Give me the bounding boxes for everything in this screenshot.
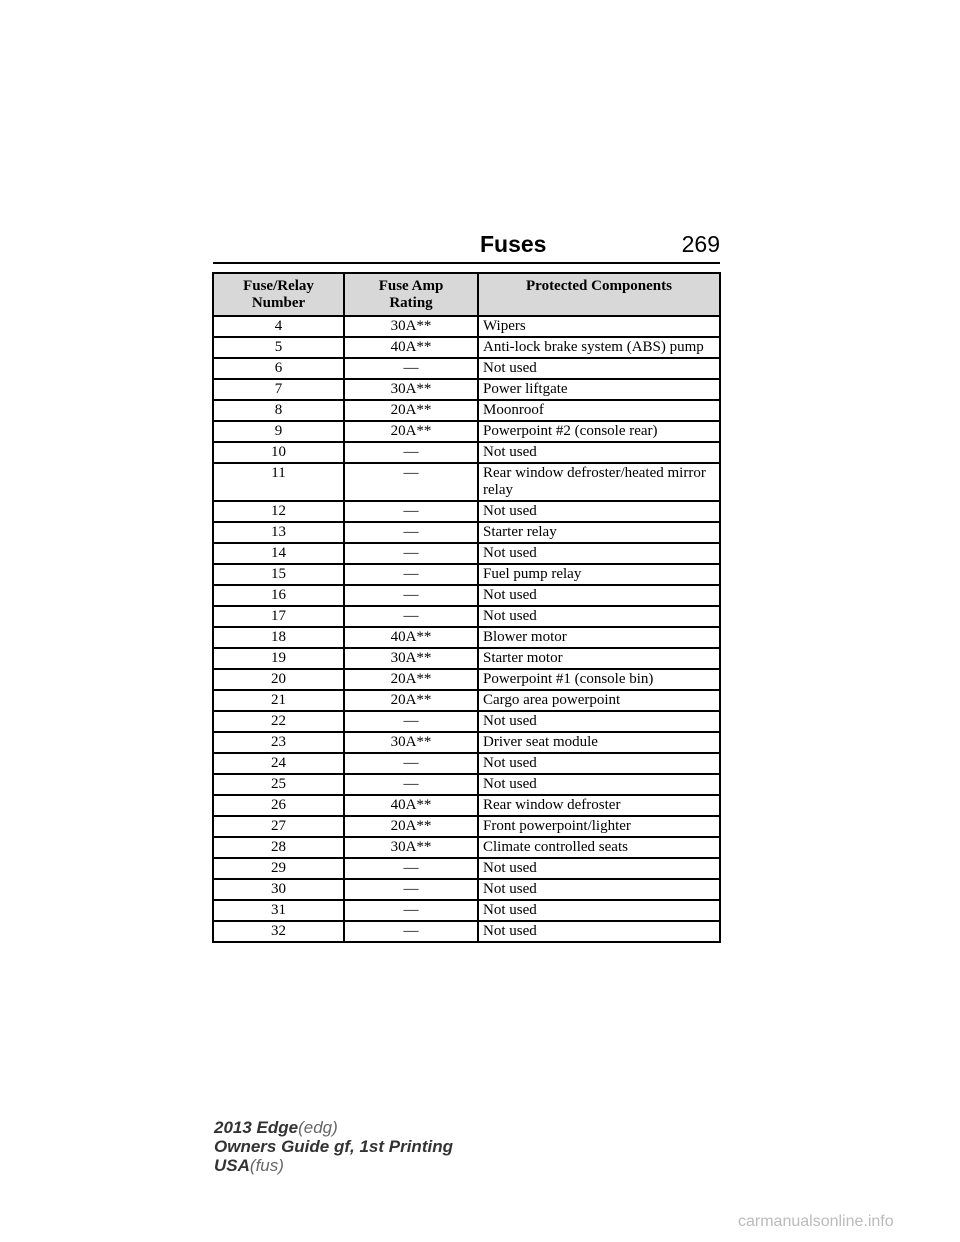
protected-component-cell: Powerpoint #2 (console rear): [478, 421, 720, 442]
table-row: [213, 316, 720, 337]
page-number: 269: [681, 231, 720, 257]
amp-rating-cell: —: [344, 564, 478, 585]
table-row: [213, 921, 720, 942]
table-row: [213, 606, 720, 627]
table-row: [213, 564, 720, 585]
document-footer: [214, 1118, 453, 1175]
column-header-amp-rating: Fuse Amp Rating: [344, 273, 478, 316]
table-row: [213, 442, 720, 463]
amp-rating-cell: 30A**: [344, 316, 478, 337]
fuse-number-cell: 31: [213, 900, 344, 921]
amp-rating-cell: 20A**: [344, 669, 478, 690]
fuse-number-cell: 29: [213, 858, 344, 879]
protected-component-cell: Not used: [478, 442, 720, 463]
protected-component-cell: Cargo area powerpoint: [478, 690, 720, 711]
fuse-number-cell: 19: [213, 648, 344, 669]
footer-market-code: (fus): [249, 1156, 284, 1175]
fuse-number-cell: 9: [213, 421, 344, 442]
amp-rating-cell: 30A**: [344, 732, 478, 753]
protected-component-cell: Powerpoint #1 (console bin): [478, 669, 720, 690]
protected-component-cell: Not used: [478, 711, 720, 732]
fuse-number-cell: 13: [213, 522, 344, 543]
protected-component-cell: Anti-lock brake system (ABS) pump: [478, 337, 720, 358]
protected-component-cell: Not used: [478, 606, 720, 627]
fuse-number-cell: 12: [213, 501, 344, 522]
amp-rating-cell: —: [344, 711, 478, 732]
amp-rating-cell: —: [344, 753, 478, 774]
amp-rating-cell: 20A**: [344, 690, 478, 711]
protected-component-cell: Climate controlled seats: [478, 837, 720, 858]
fuse-number-cell: 21: [213, 690, 344, 711]
amp-rating-cell: 20A**: [344, 816, 478, 837]
table-row: [213, 879, 720, 900]
fuse-number-cell: 16: [213, 585, 344, 606]
amp-rating-cell: 30A**: [344, 648, 478, 669]
fuse-number-cell: 30: [213, 879, 344, 900]
amp-rating-cell: —: [344, 585, 478, 606]
fuse-number-cell: 15: [213, 564, 344, 585]
amp-rating-cell: 40A**: [344, 337, 478, 358]
footer-model-code: (edg): [298, 1118, 338, 1137]
protected-component-cell: Fuel pump relay: [478, 564, 720, 585]
protected-component-cell: Wipers: [478, 316, 720, 337]
table-row: [213, 732, 720, 753]
section-title: Fuses: [480, 231, 547, 257]
table-row: [213, 463, 720, 501]
table-row: [213, 648, 720, 669]
fuse-number-cell: 10: [213, 442, 344, 463]
fuse-number-cell: 14: [213, 543, 344, 564]
protected-component-cell: Not used: [478, 921, 720, 942]
header-rule: [213, 228, 720, 264]
fuse-number-cell: 22: [213, 711, 344, 732]
protected-component-cell: Starter relay: [478, 522, 720, 543]
protected-component-cell: Not used: [478, 585, 720, 606]
table-row: [213, 379, 720, 400]
amp-rating-cell: 20A**: [344, 400, 478, 421]
amp-rating-cell: 40A**: [344, 795, 478, 816]
fuse-number-cell: 4: [213, 316, 344, 337]
fuse-number-cell: 11: [213, 463, 344, 501]
protected-component-cell: Not used: [478, 774, 720, 795]
amp-rating-cell: —: [344, 921, 478, 942]
fuse-number-cell: 23: [213, 732, 344, 753]
table-row: [213, 358, 720, 379]
table-row: [213, 858, 720, 879]
amp-rating-cell: —: [344, 606, 478, 627]
footer-model: 2013 Edge: [214, 1118, 299, 1137]
column-header-fuse-number: Fuse/Relay Number: [213, 273, 344, 316]
amp-rating-cell: —: [344, 858, 478, 879]
protected-component-cell: Not used: [478, 753, 720, 774]
footer-line-2: [214, 1137, 453, 1156]
fuse-number-cell: 6: [213, 358, 344, 379]
amp-rating-cell: 30A**: [344, 379, 478, 400]
amp-rating-cell: —: [344, 774, 478, 795]
protected-component-cell: Starter motor: [478, 648, 720, 669]
protected-component-cell: Not used: [478, 879, 720, 900]
amp-rating-cell: —: [344, 442, 478, 463]
table-row: [213, 627, 720, 648]
protected-component-cell: Moonroof: [478, 400, 720, 421]
protected-component-cell: Not used: [478, 543, 720, 564]
table-row: [213, 400, 720, 421]
fuse-table: [212, 272, 721, 943]
fuse-number-cell: 20: [213, 669, 344, 690]
protected-component-cell: Rear window defroster: [478, 795, 720, 816]
fuse-number-cell: 24: [213, 753, 344, 774]
table-row: [213, 711, 720, 732]
fuse-number-cell: 25: [213, 774, 344, 795]
amp-rating-cell: 20A**: [344, 421, 478, 442]
protected-component-cell: Front powerpoint/lighter: [478, 816, 720, 837]
column-header-protected-components: Protected Components: [478, 273, 720, 316]
amp-rating-cell: 40A**: [344, 627, 478, 648]
table-row: [213, 837, 720, 858]
table-row: [213, 753, 720, 774]
table-row: [213, 690, 720, 711]
protected-component-cell: Not used: [478, 858, 720, 879]
protected-component-cell: Driver seat module: [478, 732, 720, 753]
amp-rating-cell: —: [344, 358, 478, 379]
table-row: [213, 501, 720, 522]
table-row: [213, 816, 720, 837]
protected-component-cell: Not used: [478, 358, 720, 379]
fuse-number-cell: 18: [213, 627, 344, 648]
fuse-number-cell: 26: [213, 795, 344, 816]
table-header-row: [213, 273, 720, 316]
footer-market: USA: [214, 1156, 250, 1175]
fuse-number-cell: 7: [213, 379, 344, 400]
fuse-number-cell: 28: [213, 837, 344, 858]
footer-line-1: [214, 1118, 453, 1137]
protected-component-cell: Not used: [478, 501, 720, 522]
protected-component-cell: Power liftgate: [478, 379, 720, 400]
table-row: [213, 900, 720, 921]
fuse-number-cell: 8: [213, 400, 344, 421]
protected-component-cell: Blower motor: [478, 627, 720, 648]
footer-guide: Owners Guide gf, 1st Printing: [214, 1137, 453, 1156]
table-body: [213, 316, 720, 942]
table-row: [213, 543, 720, 564]
table-row: [213, 795, 720, 816]
amp-rating-cell: 30A**: [344, 837, 478, 858]
fuse-number-cell: 5: [213, 337, 344, 358]
table-row: [213, 421, 720, 442]
amp-rating-cell: —: [344, 879, 478, 900]
table-row: [213, 585, 720, 606]
table-row: [213, 774, 720, 795]
watermark-text: carmanualsonline.info: [738, 1213, 894, 1230]
fuse-number-cell: 27: [213, 816, 344, 837]
table-row: [213, 337, 720, 358]
protected-component-cell: Rear window defroster/heated mirror relay: [478, 463, 720, 501]
amp-rating-cell: —: [344, 522, 478, 543]
table-row: [213, 669, 720, 690]
table-row: [213, 522, 720, 543]
fuse-number-cell: 17: [213, 606, 344, 627]
amp-rating-cell: —: [344, 543, 478, 564]
amp-rating-cell: —: [344, 463, 478, 501]
fuse-number-cell: 32: [213, 921, 344, 942]
amp-rating-cell: —: [344, 900, 478, 921]
amp-rating-cell: —: [344, 501, 478, 522]
protected-component-cell: Not used: [478, 900, 720, 921]
footer-line-3: [214, 1156, 453, 1175]
